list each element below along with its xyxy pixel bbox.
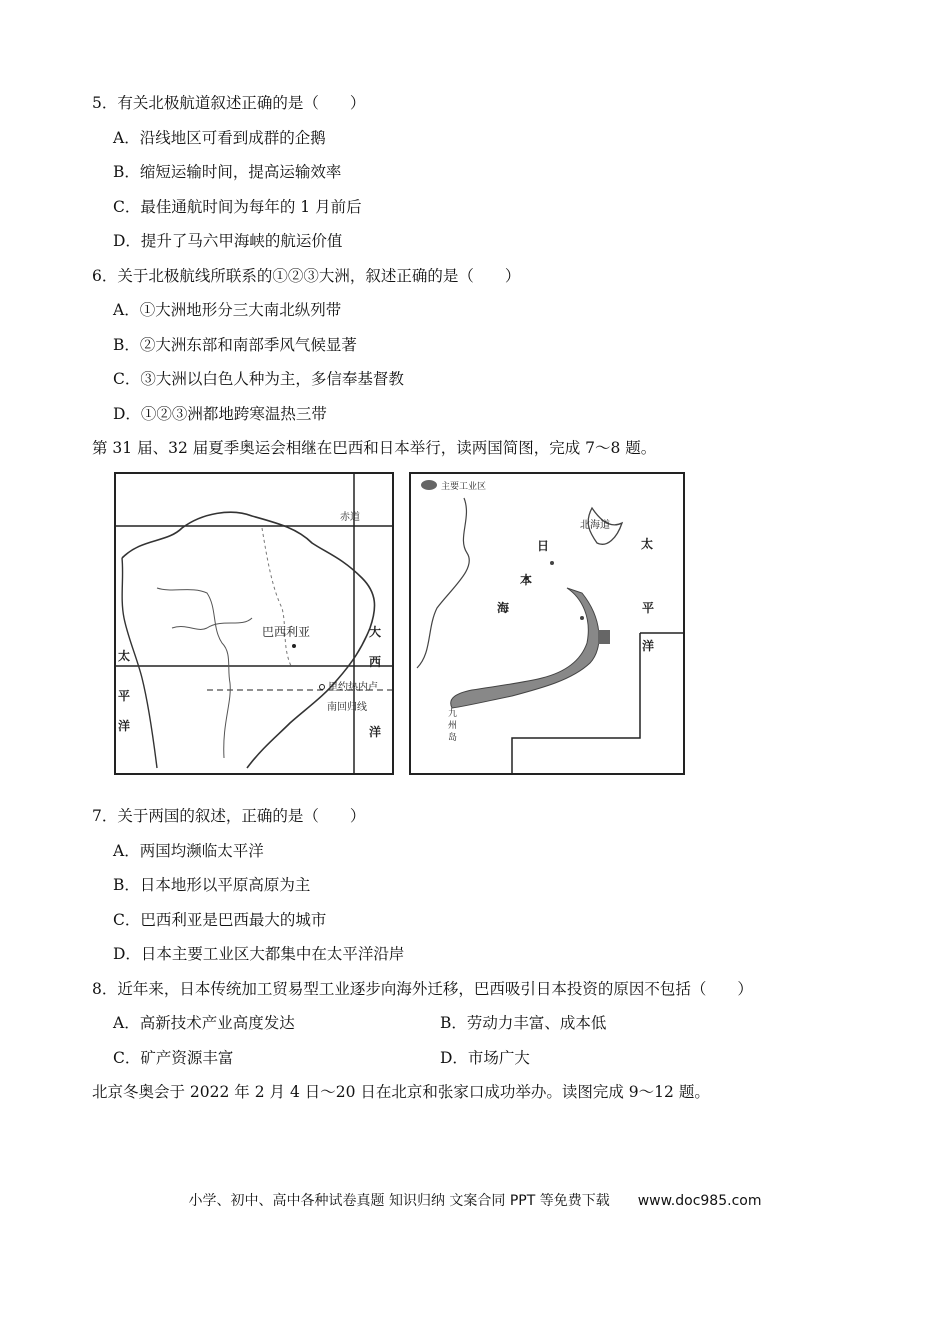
brazil-map xyxy=(115,473,393,774)
svg-text:平: 平 xyxy=(118,689,131,703)
q6-option-c[interactable]: C．③大洲以白色人种为主，多信奉基督教 xyxy=(113,370,404,388)
industrial-legend: 主要工业区 xyxy=(441,482,487,492)
q6-option-d[interactable]: D．①②③洲都地跨寒温热三带 xyxy=(113,405,327,423)
svg-text:海: 海 xyxy=(497,601,510,615)
q8-option-c[interactable]: C．矿产资源丰富 xyxy=(113,1049,234,1067)
q5-option-b[interactable]: B．缩短运输时间，提高运输效率 xyxy=(113,163,342,181)
svg-text:洋: 洋 xyxy=(642,639,655,653)
svg-text:西: 西 xyxy=(369,655,382,669)
svg-text:本: 本 xyxy=(520,573,533,587)
svg-text:太: 太 xyxy=(641,537,654,551)
svg-text:平: 平 xyxy=(642,601,655,615)
tropic-label: 南回归线 xyxy=(327,702,367,713)
q6-stem: 6．关于北极航线所联系的①②③大洲，叙述正确的是（ ） xyxy=(92,267,521,285)
q5-option-a[interactable]: A．沿线地区可看到成群的企鹅 xyxy=(113,129,326,147)
japan-map xyxy=(410,473,684,774)
q7-option-c[interactable]: C．巴西利亚是巴西最大的城市 xyxy=(113,911,327,929)
q7-option-b[interactable]: B．日本地形以平原高原为主 xyxy=(113,876,311,894)
q5-option-d[interactable]: D．提升了马六甲海峡的航运价值 xyxy=(113,232,343,250)
q7-option-d[interactable]: D．日本主要工业区大都集中在太平洋沿岸 xyxy=(113,945,405,963)
svg-text:洋: 洋 xyxy=(369,725,382,739)
svg-text:日: 日 xyxy=(537,539,550,553)
q8-option-b[interactable]: B．劳动力丰富、成本低 xyxy=(440,1014,607,1032)
q7-option-a[interactable]: A．两国均濒临太平洋 xyxy=(113,842,264,860)
q5-stem: 5．有关北极航道叙述正确的是（ ） xyxy=(92,94,366,112)
q7-stem: 7．关于两国的叙述，正确的是（ ） xyxy=(92,807,366,825)
svg-text:洋: 洋 xyxy=(118,719,131,733)
svg-text:太: 太 xyxy=(118,649,131,663)
q8-option-d[interactable]: D．市场广大 xyxy=(440,1049,530,1067)
equator-label: 赤道 xyxy=(340,512,360,523)
intro-7-8: 第 31 届、32 届夏季奥运会相继在巴西和日本举行，读两国简图，完成 7～8 题。 xyxy=(92,439,657,457)
q8-stem: 8．近年来，日本传统加工贸易型工业逐步向海外迁移，巴西吸引日本投资的原因不包括（ ） xyxy=(92,980,753,998)
svg-text:岛: 岛 xyxy=(448,733,458,743)
svg-text:州: 州 xyxy=(448,721,458,731)
q5-option-c[interactable]: C．最佳通航时间为每年的 1 月前后 xyxy=(113,198,362,216)
svg-text:九: 九 xyxy=(448,709,458,719)
maps-figure xyxy=(112,468,687,778)
intro-9-12: 北京冬奥会于 2022 年 2 月 4 日～20 日在北京和张家口成功举办。读图完成 9～12 题。 xyxy=(92,1083,710,1101)
q6-option-b[interactable]: B．②大洲东部和南部季风气候显著 xyxy=(113,336,357,354)
q8-option-a[interactable]: A．高新技术产业高度发达 xyxy=(113,1014,295,1032)
page-footer: 小学、初中、高中各种试卷真题 知识归纳 文案合同 PPT 等免费下载 www.doc985.com xyxy=(188,1193,762,1209)
rio-label: 里约热内卢 xyxy=(328,682,378,693)
brasilia-label: 巴西利亚 xyxy=(262,625,311,639)
hokkaido-label: 北海道 xyxy=(580,520,610,531)
svg-text:大: 大 xyxy=(369,625,382,639)
q6-option-a[interactable]: A．①大洲地形分三大南北纵列带 xyxy=(113,301,342,319)
